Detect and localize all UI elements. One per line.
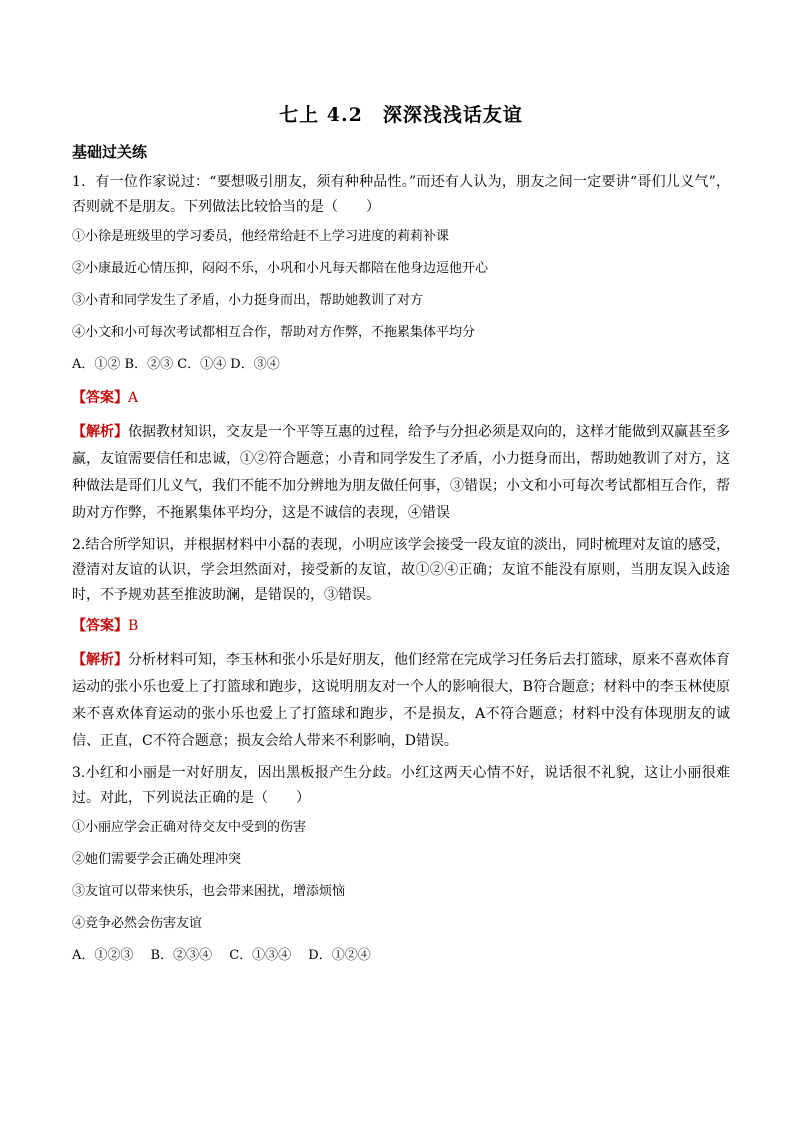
section-heading: 基础过关练 bbox=[72, 143, 148, 161]
q3-stem: 3.小红和小丽是一对好朋友，因出黑板报产生分歧。小红这两天心情不好，说话很不礼貌，这让小丽很难过。对此，下列说法正确的是（ ） bbox=[72, 765, 730, 806]
q2-answer-value: B bbox=[128, 618, 139, 634]
q3-option-1: ①小丽应学会正确对待交友中受到的伤害 bbox=[72, 820, 307, 835]
q1-option-1: ①小徐是班级里的学习委员，他经常给赶不上学习进度的莉莉补课 bbox=[72, 229, 450, 244]
q3-option-3: ③友谊可以带来快乐，也会带来困扰，增添烦恼 bbox=[72, 884, 346, 899]
q1-analysis-text: 依据教材知识，交友是一个平等互惠的过程，给予与分担必须是双向的，这样才能做到双赢甚至多赢，友谊需要信任和忠诚，①②符合题意；小青和同学发生了矛盾，小力挺身而出，帮助她教训了对方，这种做法是哥们儿义气，我们不能不加分辨地为朋友做任何事，③错误；小文和小可每次考试都相互合作，帮助对方作弊，不拖累集体平均分，这是不诚信的表现，④错误 bbox=[72, 424, 730, 521]
q3-choices: A．①②③ B．②③④ C．①③④ D．①②④ bbox=[72, 948, 371, 963]
q1-answer-tag: 【答案】 bbox=[72, 390, 128, 406]
q1-analysis bbox=[72, 419, 730, 527]
q3-option-4: ④竞争必然会伤害友谊 bbox=[72, 916, 203, 931]
q1-analysis-tag: 【解析】 bbox=[72, 424, 128, 440]
q1-stem: 1．有一位作家说过：“要想吸引朋友，须有种种品性。”而还有人认为，朋友之间一定要讲“哥们儿义气”，否则就不是朋友。下列做法比较恰当的是（ ） bbox=[72, 174, 730, 215]
q3-option-2: ②她们需要学会正确处理冲突 bbox=[72, 852, 242, 867]
page-title: 七上 4.2 深深浅浅话友谊 bbox=[279, 104, 523, 126]
q1-choices: A．①② B．②③ C．①④ D．③④ bbox=[72, 357, 280, 372]
q1-option-4: ④小文和小可每次考试都相互合作，帮助对方作弊，不拖累集体平均分 bbox=[72, 325, 476, 340]
q2-answer bbox=[72, 615, 730, 637]
q2-analysis-tag: 【解析】 bbox=[72, 652, 128, 668]
q2-stem: 2.结合所学知识，并根据材料中小磊的表现，小明应该学会接受一段友谊的淡出，同时梳理对友谊的感受，澄清对友谊的认识，学会坦然面对，接受新的友谊，故①②④正确；友谊不能没有原则，当朋友误入歧途时，不予规劝甚至推波助澜，是错误的，③错误。 bbox=[72, 537, 730, 603]
q2-analysis bbox=[72, 647, 730, 755]
q1-answer-value: A bbox=[128, 390, 139, 406]
q1-option-2: ②小康最近心情压抑，闷闷不乐，小巩和小凡每天都陪在他身边逗他开心 bbox=[72, 261, 489, 276]
q1-option-3: ③小青和同学发生了矛盾，小力挺身而出，帮助她教训了对方 bbox=[72, 293, 424, 308]
q2-answer-tag: 【答案】 bbox=[72, 618, 128, 634]
q2-analysis-text: 分析材料可知，李玉林和张小乐是好朋友，他们经常在完成学习任务后去打篮球，原来不喜欢体育运动的张小乐也爱上了打篮球和跑步，这说明朋友对一个人的影响很大，B符合题意；材料中的李玉林使原来不喜欢体育运动的张小乐也爱上了打篮球和跑步，不是损友，A不符合题意；材料中没有体现朋友的诚信、正直，C不符合题意；损友会给人带来不利影响，D错误。 bbox=[72, 652, 730, 749]
q1-answer bbox=[72, 387, 730, 409]
